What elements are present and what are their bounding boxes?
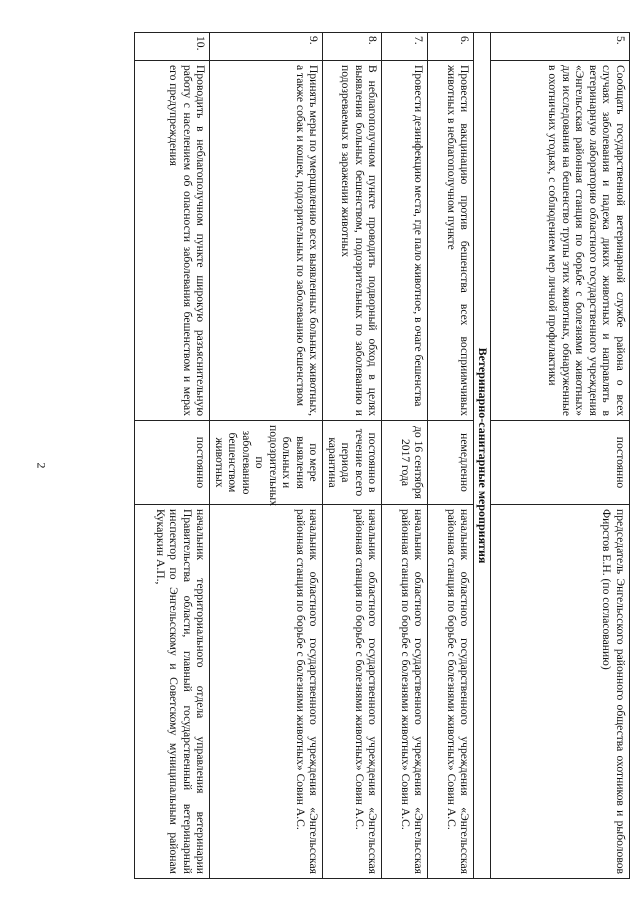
row-number: 10. <box>135 33 210 61</box>
table-row <box>210 33 323 879</box>
table-row <box>491 33 630 879</box>
term-text: постоянно <box>491 421 630 505</box>
measure-text: Проводить в неблагополучном пункте широкую разъяснительную работу с населением об опасности заболевания бешенством и мерах его предупреждения <box>135 61 210 421</box>
measure-text: Провести вакцинацию против бешенства всех восприимчивых животных в неблагополучном пункте <box>428 61 474 421</box>
responsible-text: начальник территориального отдела управления ветеринарии Правительства области, главный государственный ветеринарный инспектор по Энгельсскому и Советскому муниципальным районам Кукаркин А.П., <box>135 505 210 879</box>
term-text: по мере выявления больных и подозрительных по заболеванию бешенством животных <box>210 421 323 505</box>
term-text: до 16 сентября 2017 года <box>382 421 428 505</box>
term-text: немедленно <box>428 421 474 505</box>
table-row <box>323 33 382 879</box>
measure-text: Принять меры по умерщвлению всех выявленных больных животных, а также собак и кошек, подозрительных по заболеванию бешенством <box>210 61 323 421</box>
table-row <box>382 33 428 879</box>
responsible-text: председатель Энгельсского районного общества охотников и рыболовов Фирстов Е.Н. (по согласованию) <box>491 505 630 879</box>
section-title: Ветеринарно-санитарные мероприятия <box>474 33 491 879</box>
responsible-text: начальник областного государственного учреждения «Энгельсская районная станция по борьбе с болезнями животных» Совин А.С. <box>428 505 474 879</box>
row-number: 6. <box>428 33 474 61</box>
rotated-table-wrapper <box>78 32 630 878</box>
measure-text: Провести дезинфекцию места, где пало животное, в очаге бешенства <box>382 61 428 421</box>
section-row <box>474 33 491 879</box>
responsible-text: начальник областного государственного учреждения «Энгельсская районная станция по борьбе с болезнями животных» Совин А.С. <box>210 505 323 879</box>
page-number: 2 <box>34 462 49 469</box>
row-number: 5. <box>491 33 630 61</box>
row-number: 7. <box>382 33 428 61</box>
term-text: постоянно в течение всего периода карантина <box>323 421 382 505</box>
row-number: 9. <box>210 33 323 61</box>
measure-text: Сообщать государственной ветеринарной службе района о всех случаях заболевания и падежа диких животных и направлять в ветеринарную лабораторию областного государственного учреждения «Энгельсская районная станция по борьбе с болезнями животных» для исследования на бешенство трупы этих животных, обнаруженные в охотничьих угодьях, с соблюдением мер личной профилактики <box>491 61 630 421</box>
term-text: постоянно <box>135 421 210 505</box>
measure-text: В неблагополучном пункте проводить подворный обход в целях выявления больных бешенством, подозрительных по заболеванию и подозреваемых в заражении животных <box>323 61 382 421</box>
table-row <box>135 33 210 879</box>
table-row <box>428 33 474 879</box>
responsible-text: начальник областного государственного учреждения «Энгельсская районная станция по борьбе с болезнями животных» Совин А.С. <box>323 505 382 879</box>
row-number: 8. <box>323 33 382 61</box>
responsible-text: начальник областного государственного учреждения «Энгельсская районная станция по борьбе с болезнями животных» Совин А.С. <box>382 505 428 879</box>
measures-table <box>135 32 631 879</box>
